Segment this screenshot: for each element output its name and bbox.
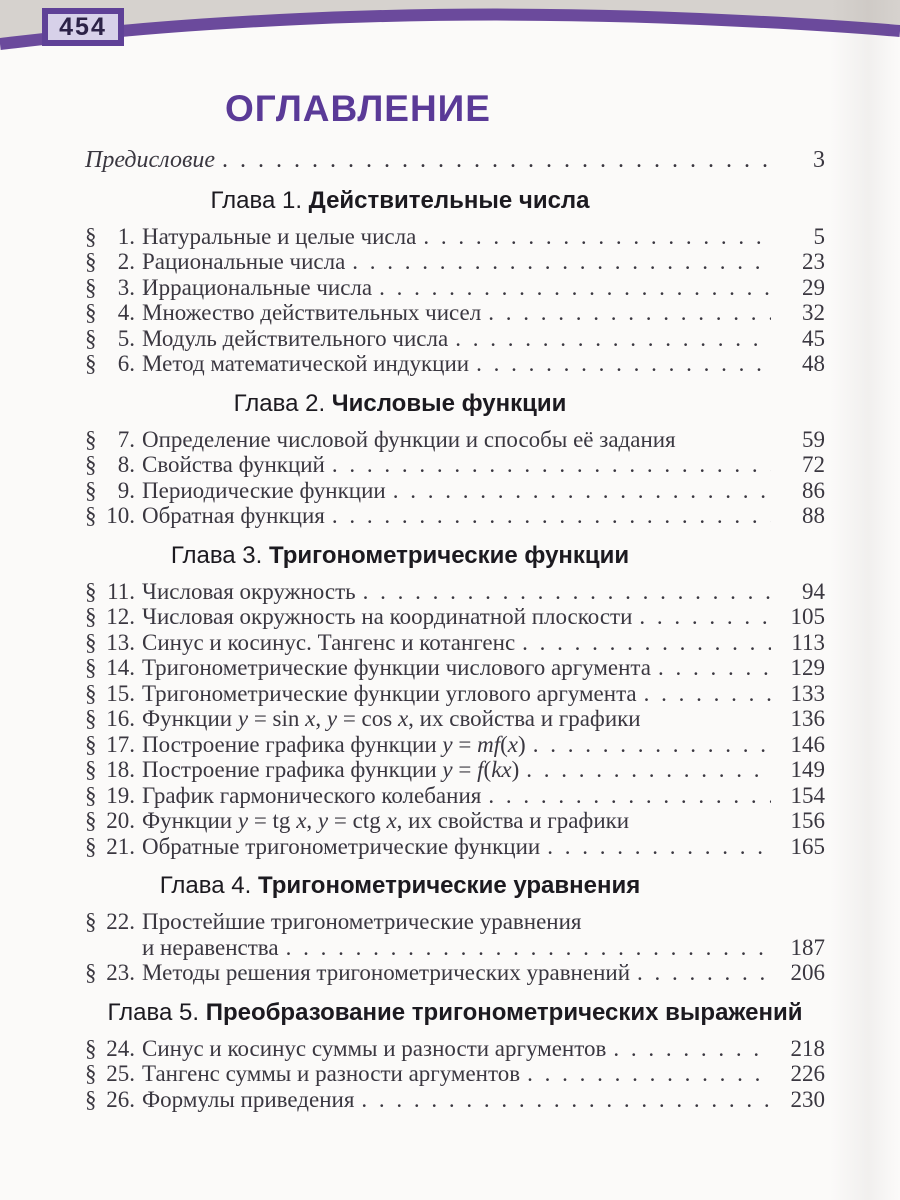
- toc-entry: [85, 478, 825, 504]
- section-number: 14.: [106, 655, 135, 680]
- entry-label: Определение числовой функции и способы её задания: [142, 426, 676, 452]
- dot-leader: [637, 681, 771, 707]
- entry-page-ref: 218: [790, 1035, 825, 1061]
- entry-label: и неравенства: [142, 934, 279, 960]
- section-mark: §: [85, 300, 97, 325]
- section-number: 26.: [106, 1086, 135, 1112]
- section-mark: §: [85, 680, 97, 706]
- chapter-section: [85, 543, 825, 860]
- entry-label: Обратные тригонометрические функции: [142, 833, 541, 859]
- section-mark: §: [85, 909, 97, 934]
- section-number: 16.: [106, 706, 135, 731]
- section-number: 22.: [106, 909, 135, 934]
- toc-entry: [85, 732, 825, 758]
- chapter-title: Преобразование тригонометрических выражений: [205, 998, 803, 1026]
- dot-leader: [386, 478, 771, 504]
- section-mark: §: [85, 477, 97, 503]
- entry-page-ref: 206: [790, 960, 825, 985]
- section-number: 10.: [106, 503, 135, 528]
- dot-leader: [416, 224, 771, 250]
- toc-entry: [85, 427, 825, 453]
- section-mark: §: [85, 452, 97, 477]
- entry-page-ref: 48: [802, 351, 825, 376]
- chapter-title: Тригонометрические уравнения: [257, 872, 641, 899]
- chapter-prefix: Глава 4.: [159, 872, 258, 899]
- entry-label: Числовая окружность: [142, 578, 356, 604]
- chapter-prefix: Глава 2.: [233, 389, 332, 417]
- entry-label: Натуральные и целые числа: [142, 223, 417, 249]
- section-number: 15.: [106, 680, 135, 706]
- page-title: ОГЛАВЛЕНИЕ: [225, 88, 491, 129]
- section-number: 9.: [117, 477, 135, 503]
- dot-leader: [540, 834, 771, 860]
- dot-leader: [372, 275, 771, 301]
- entry-label: Тангенс суммы и разности аргументов: [142, 1061, 521, 1086]
- dot-leader: [481, 783, 771, 809]
- dot-leader: [630, 960, 771, 986]
- section-mark: §: [85, 426, 97, 452]
- entry-page-ref: 133: [790, 680, 825, 706]
- section-number: 4.: [117, 300, 135, 325]
- toc-entry-continuation: [85, 935, 825, 961]
- toc-entry: [85, 808, 825, 834]
- chapter-heading: [30, 391, 770, 417]
- entry-page-ref: 226: [790, 1061, 825, 1086]
- section-number: 13.: [106, 629, 135, 655]
- toc-entry: [85, 1036, 825, 1062]
- toc-entry: [85, 706, 825, 732]
- entry-page-ref: 136: [790, 706, 825, 731]
- entry-label: Метод математической индукции: [142, 351, 470, 376]
- toc-entry: [85, 351, 825, 377]
- entry-page-ref: 72: [802, 452, 825, 477]
- entry-page-ref: 45: [802, 325, 825, 351]
- entry-label: Числовая окружность на координатной плоскости: [142, 604, 633, 629]
- toc-entry: [85, 909, 825, 935]
- toc-entry: [85, 579, 825, 605]
- toc-entry: [85, 300, 825, 326]
- dot-leader: [354, 1087, 771, 1113]
- entry-label: Синус и косинус. Тангенс и котангенс: [142, 629, 516, 655]
- section-number: 8.: [117, 452, 135, 477]
- toc-entry: [85, 1087, 825, 1113]
- section-mark: §: [85, 351, 97, 376]
- toc-entry: [85, 275, 825, 301]
- entry-label: Обратная функция: [142, 503, 325, 528]
- entry-label: Методы решения тригонометрических уравнений: [142, 960, 630, 985]
- entry-page-ref: 29: [802, 274, 825, 300]
- dot-leader: [519, 757, 771, 783]
- section-number: 6.: [117, 351, 135, 376]
- section-mark: §: [85, 604, 97, 629]
- section-mark: §: [85, 1086, 97, 1112]
- entry-page-ref: 5: [813, 223, 825, 249]
- chapter-title: Числовые функции: [331, 389, 567, 417]
- chapter-section: [85, 873, 825, 986]
- section-mark: §: [85, 833, 97, 859]
- section-mark: §: [85, 808, 97, 833]
- entry-label: Построение графика функции y = f(kx): [142, 757, 520, 782]
- section-mark: §: [85, 1061, 97, 1086]
- toc-entry: [85, 960, 825, 986]
- entry-label: Тригонометрические функции числового аргумента: [142, 655, 651, 680]
- chapter-title: Тригонометрические функции: [269, 541, 630, 569]
- section-number: 21.: [106, 833, 135, 859]
- section-mark: §: [85, 274, 97, 300]
- page-edge-shading: [830, 0, 900, 1200]
- toc-entry: [85, 681, 825, 707]
- entry-page-ref: 23: [802, 249, 825, 274]
- section-number: 5.: [117, 325, 135, 351]
- toc-entry: [85, 452, 825, 478]
- section-number: 7.: [117, 426, 135, 452]
- section-mark: §: [85, 325, 97, 351]
- entry-label: Построение графика функции y = mf(x): [142, 731, 526, 757]
- toc-entry: [85, 655, 825, 681]
- entry-page-ref: 86: [802, 477, 825, 503]
- section-number: 1.: [117, 223, 135, 249]
- section-mark: §: [85, 706, 97, 731]
- chapter-heading: [30, 188, 770, 214]
- dot-leader: [215, 148, 771, 174]
- entry-label: График гармонического колебания: [142, 782, 482, 808]
- section-mark: §: [85, 757, 97, 782]
- section-number: 12.: [106, 604, 135, 629]
- entry-label: Свойства функций: [142, 452, 325, 477]
- entry-label: Простейшие тригонометрические уравнения: [142, 909, 582, 934]
- chapter-prefix: Глава 3.: [170, 541, 269, 569]
- section-number: 2.: [117, 249, 135, 274]
- section-number: 11.: [107, 578, 135, 604]
- dot-leader: [345, 249, 771, 275]
- toc-entry: [85, 604, 825, 630]
- section-mark: §: [85, 1035, 97, 1061]
- entry-label: Рациональные числа: [142, 249, 346, 274]
- entry-page-ref: 88: [802, 503, 825, 528]
- toc-entry: [85, 326, 825, 352]
- section-mark: §: [85, 782, 97, 808]
- page-number: 454: [59, 12, 107, 41]
- entry-page-ref: 129: [790, 655, 825, 680]
- toc-entry: [85, 783, 825, 809]
- entry-label: Множество действительных чисел: [142, 300, 482, 325]
- chapter-title: Действительные числа: [308, 186, 590, 214]
- section-number: 17.: [106, 731, 135, 757]
- section-number: 18.: [106, 757, 135, 782]
- toc-entry: [85, 834, 825, 860]
- chapter-heading: [85, 1000, 825, 1026]
- entry-label: Иррациональные числа: [142, 274, 373, 300]
- entry-label: Функции y = tg x, y = ctg x, их свойства и графики: [142, 808, 630, 833]
- section-mark: §: [85, 655, 97, 680]
- preface-entry: [85, 148, 825, 174]
- dot-leader: [325, 452, 771, 478]
- toc-entry: [85, 503, 825, 529]
- section-number: 20.: [106, 808, 135, 833]
- table-of-contents: [85, 88, 825, 1112]
- toc-entry: [85, 249, 825, 275]
- entry-page-ref: 105: [790, 604, 825, 629]
- entry-page-ref: 32: [802, 300, 825, 325]
- chapter-heading: [30, 543, 770, 569]
- dot-leader: [651, 655, 771, 681]
- section-number: 25.: [106, 1061, 135, 1086]
- entry-page-ref: 113: [791, 629, 825, 655]
- toc-entry: [85, 224, 825, 250]
- dot-leader: [606, 1036, 771, 1062]
- entry-page-ref: 149: [790, 757, 825, 782]
- toc-entry: [85, 1061, 825, 1087]
- entry-page-ref: 146: [790, 731, 825, 757]
- dot-leader: [469, 351, 771, 377]
- entry-label: Формулы приведения: [142, 1086, 355, 1112]
- section-number: 23.: [106, 960, 135, 985]
- preface-page-ref: 3: [813, 147, 825, 173]
- section-mark: §: [85, 960, 97, 985]
- entry-page-ref: 59: [802, 426, 825, 452]
- entry-page-ref: 230: [790, 1086, 825, 1112]
- section-mark: §: [85, 578, 97, 604]
- dot-leader: [632, 604, 771, 630]
- toc-entry: [85, 757, 825, 783]
- section-mark: §: [85, 629, 97, 655]
- entry-page-ref: 165: [790, 833, 825, 859]
- section-number: 3.: [117, 274, 135, 300]
- chapter-section: [85, 391, 825, 529]
- chapter-heading: [30, 873, 770, 899]
- chapter-prefix: Глава 1.: [210, 186, 309, 214]
- chapters-list: [85, 188, 825, 1113]
- dot-leader: [356, 579, 771, 605]
- dot-leader: [325, 503, 771, 529]
- section-mark: §: [85, 223, 97, 249]
- entry-page-ref: 187: [790, 934, 825, 960]
- section-mark: §: [85, 731, 97, 757]
- entry-page-ref: 94: [802, 578, 825, 604]
- section-number: 19.: [106, 782, 135, 808]
- section-number: 24.: [106, 1035, 135, 1061]
- entry-label: Функции y = sin x, y = cos x, их свойства и графики: [142, 706, 641, 731]
- chapter-prefix: Глава 5.: [107, 998, 206, 1026]
- section-mark: §: [85, 503, 97, 528]
- entry-label: Тригонометрические функции углового аргумента: [142, 680, 637, 706]
- chapter-section: [85, 188, 825, 377]
- preface-label: Предисловие: [85, 147, 216, 173]
- entry-page-ref: 154: [790, 782, 825, 808]
- dot-leader: [279, 935, 771, 961]
- dot-leader: [448, 326, 771, 352]
- page-number-badge: [42, 8, 124, 46]
- dot-leader: [481, 300, 771, 326]
- section-mark: §: [85, 249, 97, 274]
- entry-label: Периодические функции: [142, 477, 386, 503]
- dot-leader: [526, 732, 771, 758]
- dot-leader: [515, 630, 771, 656]
- entry-page-ref: 156: [790, 808, 825, 833]
- entry-label: Синус и косинус суммы и разности аргументов: [142, 1035, 607, 1061]
- entry-label: Модуль действительного числа: [142, 325, 449, 351]
- dot-leader: [520, 1061, 771, 1087]
- chapter-section: [85, 1000, 825, 1113]
- toc-entry: [85, 630, 825, 656]
